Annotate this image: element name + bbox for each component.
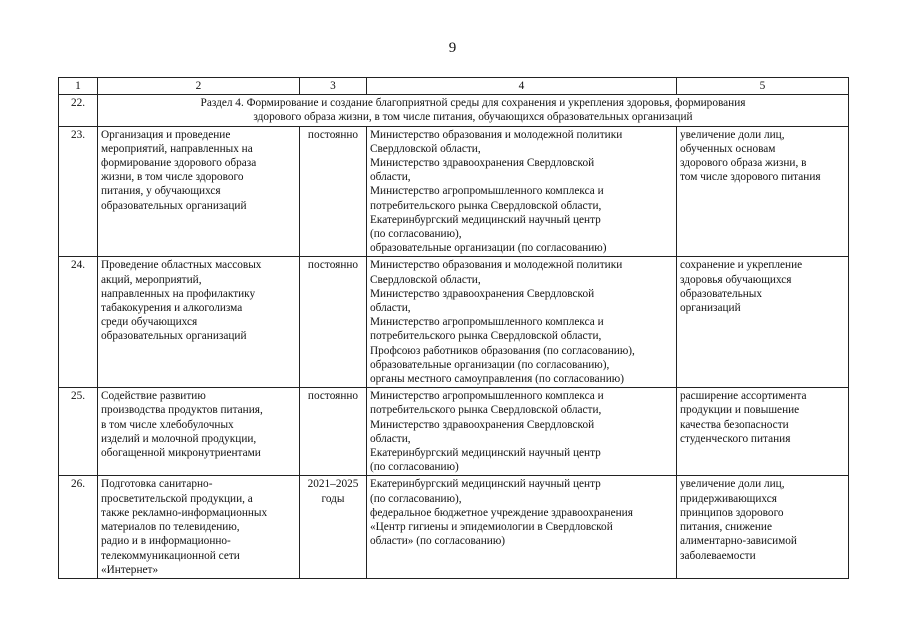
executors-cell: Министерство агропромышленного комплекса и потребительского рынка Свердловской области, Министерство здравоохранения Свердловской области, Екатеринбургский медицинский научный центр (по согласованию) — [367, 388, 677, 476]
column-number: 2 — [98, 78, 300, 95]
section-number: 22. — [59, 95, 98, 126]
table-row — [59, 126, 849, 257]
term-cell: постоянно — [300, 388, 367, 476]
table-row — [59, 476, 849, 578]
term-cell: постоянно — [300, 126, 367, 257]
row-number: 24. — [59, 257, 98, 388]
result-cell: расширение ассортимента продукции и повышение качества безопасности студенческого питания — [677, 388, 849, 476]
row-number: 26. — [59, 476, 98, 578]
table-row — [59, 257, 849, 388]
term-cell: 2021–2025 годы — [300, 476, 367, 578]
executors-cell: Министерство образования и молодежной политики Свердловской области, Министерство здравоохранения Свердловской области, Министерство агропромышленного комплекса и потребительского рынка Свердловской области, Профсоюз работников образования (по согласованию), образовательные организации (по согласованию), органы местного самоуправления (по согласованию) — [367, 257, 677, 388]
table-row — [59, 388, 849, 476]
result-cell: увеличение доли лиц, обученных основам здорового образа жизни, в том числе здорового питания — [677, 126, 849, 257]
plan-table — [58, 77, 849, 579]
executors-cell: Министерство образования и молодежной политики Свердловской области, Министерство здравоохранения Свердловской области, Министерство агропромышленного комплекса и потребительского рынка Свердловской области, Екатеринбургский медицинский научный центр (по согласованию), образовательные организации (по согласованию) — [367, 126, 677, 257]
section-row — [59, 95, 849, 126]
column-number: 4 — [367, 78, 677, 95]
column-number: 1 — [59, 78, 98, 95]
event-cell: Подготовка санитарно- просветительской продукции, а также рекламно-информационных материалов по телевидению, радио и в информационно- телекоммуникационной сети «Интернет» — [98, 476, 300, 578]
executors-cell: Екатеринбургский медицинский научный центр (по согласованию), федеральное бюджетное учреждение здравоохранения «Центр гигиены и эпидемиологии в Свердловской области» (по согласованию) — [367, 476, 677, 578]
row-number: 23. — [59, 126, 98, 257]
term-cell: постоянно — [300, 257, 367, 388]
result-cell: увеличение доли лиц, придерживающихся принципов здорового питания, снижение алиментарно-зависимой заболеваемости — [677, 476, 849, 578]
event-cell: Проведение областных массовых акций, мероприятий, направленных на профилактику табакокурения и алкоголизма среди обучающихся образовательных организаций — [98, 257, 300, 388]
column-number: 3 — [300, 78, 367, 95]
column-number-row — [59, 78, 849, 95]
event-cell: Содействие развитию производства продуктов питания, в том числе хлебобулочных изделий и молочной продукции, обогащенной микронутриентами — [98, 388, 300, 476]
column-number: 5 — [677, 78, 849, 95]
row-number: 25. — [59, 388, 98, 476]
result-cell: сохранение и укрепление здоровья обучающихся образовательных организаций — [677, 257, 849, 388]
event-cell: Организация и проведение мероприятий, направленных на формирование здорового образа жизни, в том числе здорового питания, у обучающихся образовательных организаций — [98, 126, 300, 257]
section-title: Раздел 4. Формирование и создание благоприятной среды для сохранения и укрепления здоровья, формирования здорового образа жизни, в том числе питания, обучающихся образовательных организаций — [98, 95, 849, 126]
page-number: 9 — [448, 40, 457, 56]
